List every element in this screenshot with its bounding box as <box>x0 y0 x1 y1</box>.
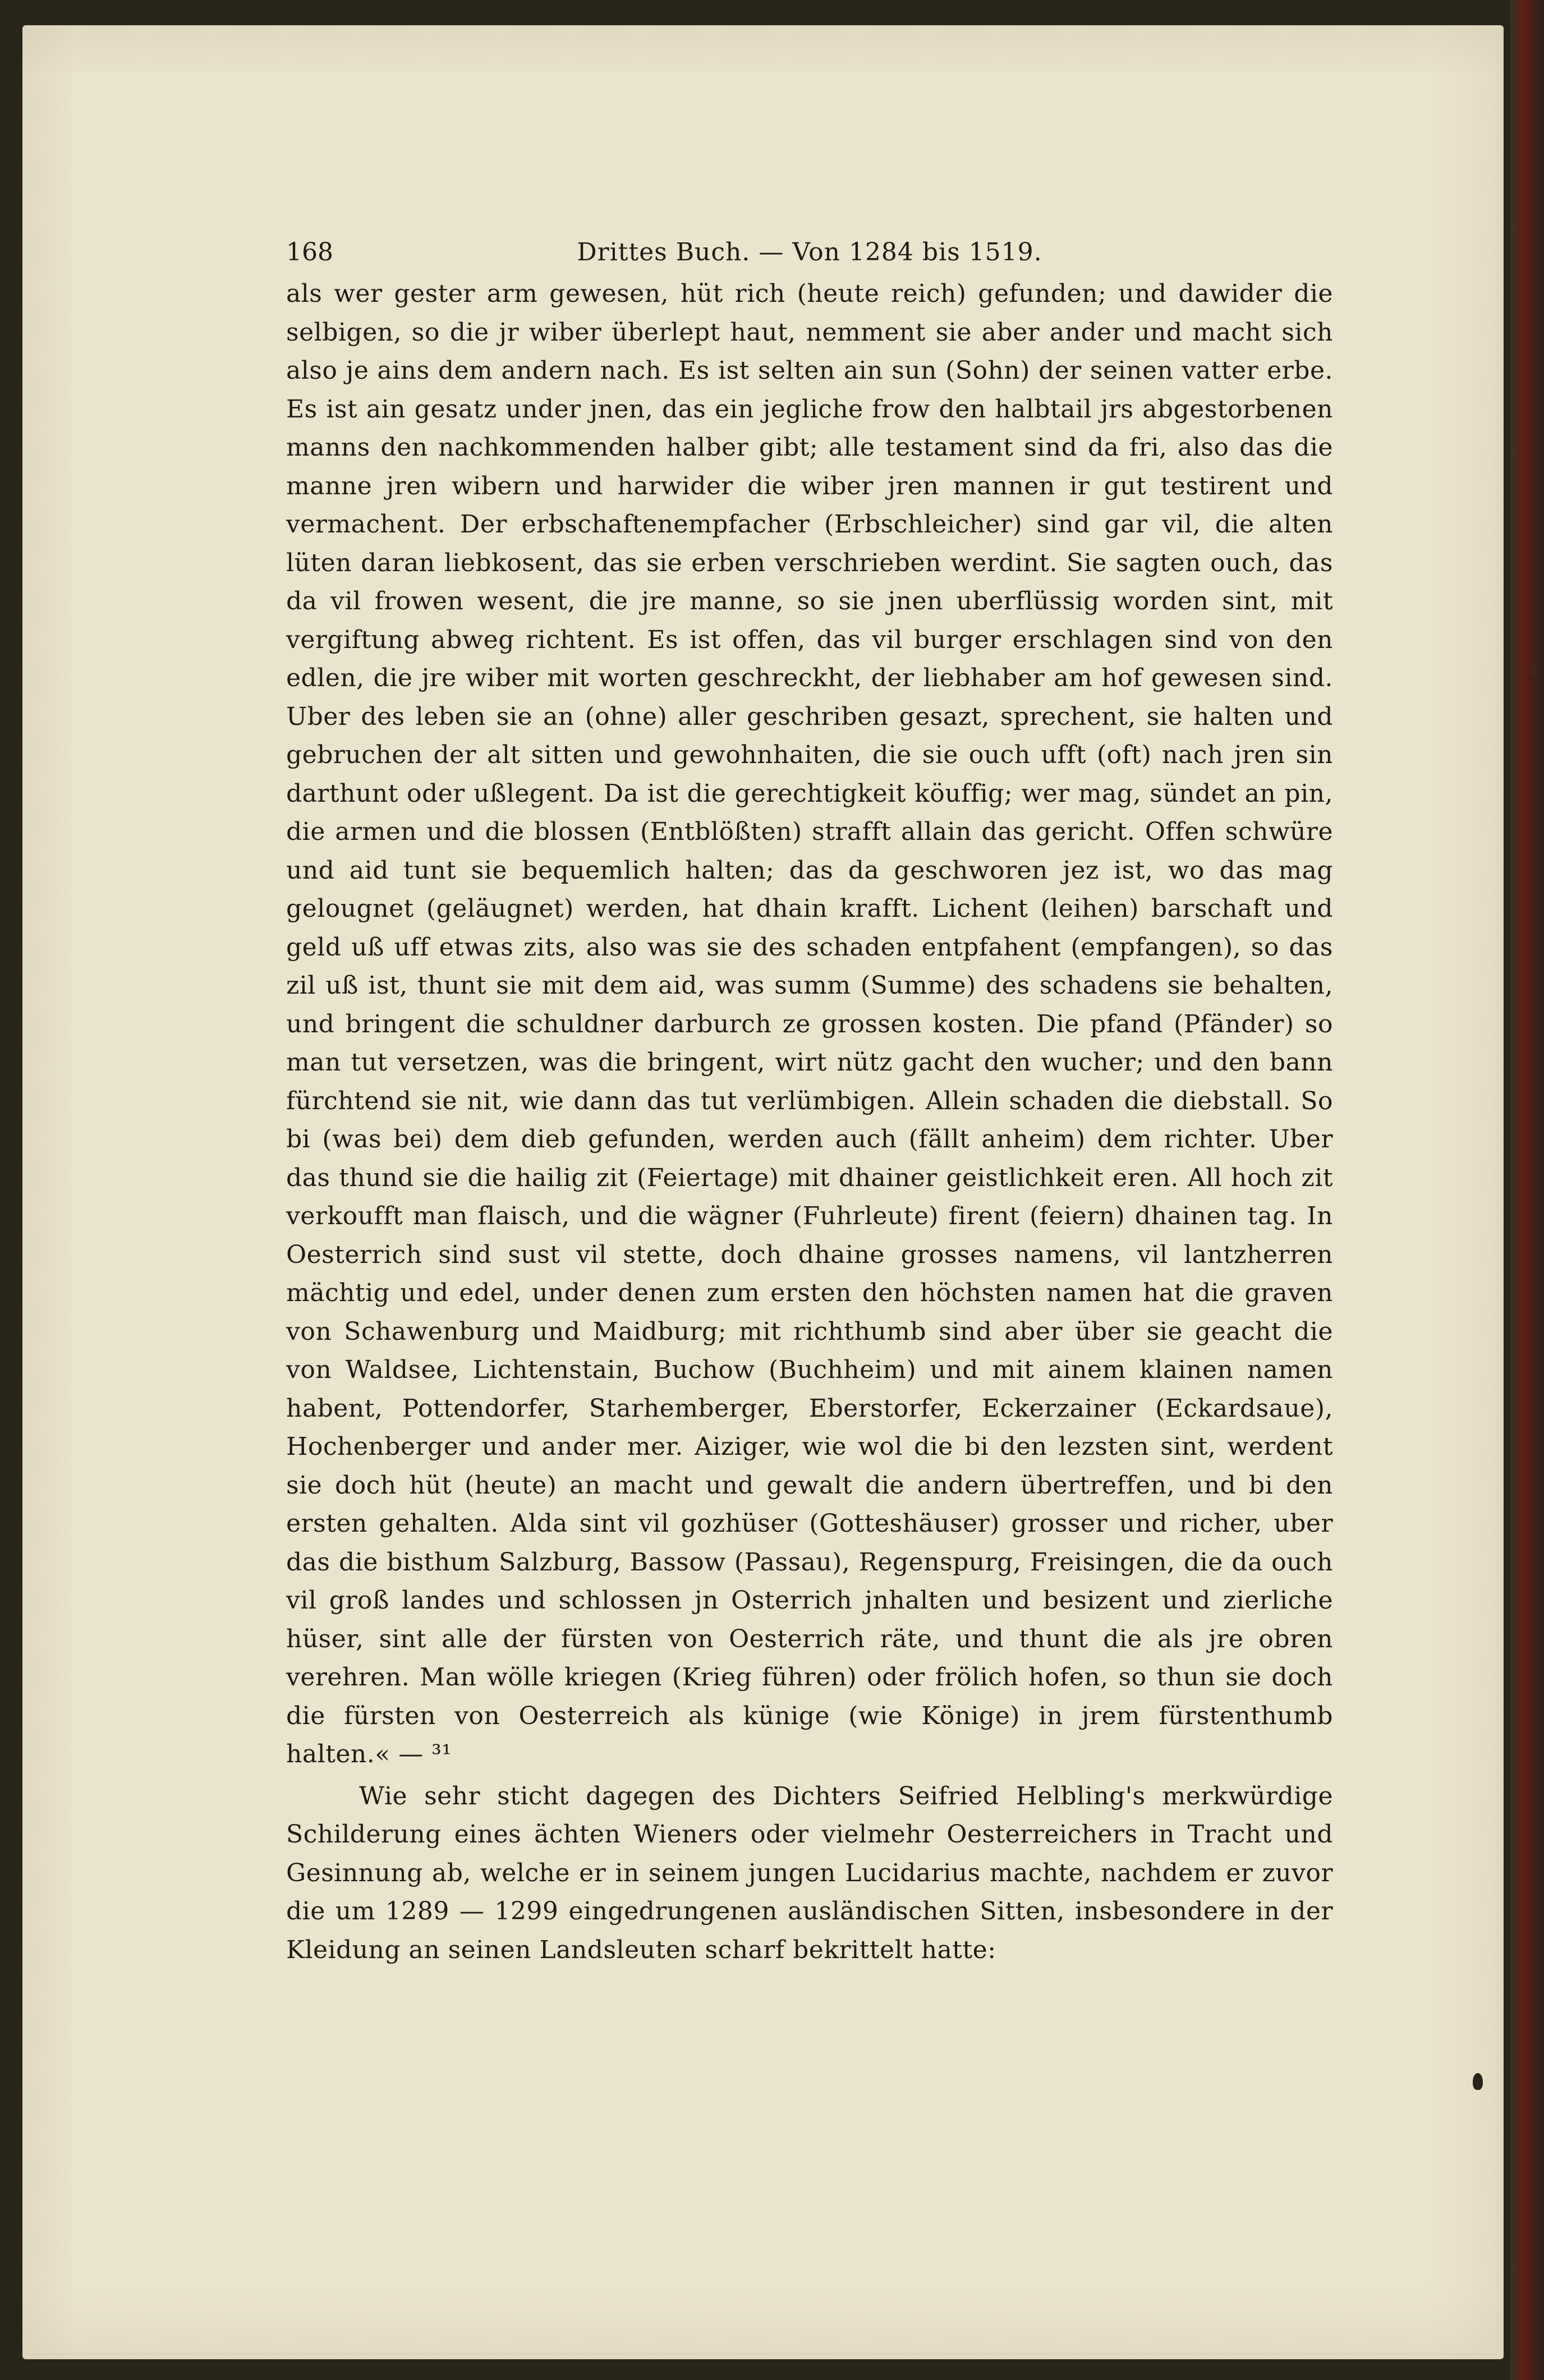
book-spine-edge <box>1510 0 1544 2380</box>
running-header <box>286 230 1333 275</box>
paper-blemish <box>1532 665 1536 676</box>
running-title: Drittes Buch. — Von 1284 bis 1519. <box>577 238 1042 267</box>
page-number: 168 <box>286 238 333 267</box>
body-paragraph-2: Wie sehr sticht dagegen des Dichters Seifried Helbling's merkwürdige Schilderung eines ächten Wieners oder vielmehr Oesterreichers in Tracht und Gesinnung ab, welche er in seinem jungen Lucidarius machte, nachdem er zuvor die um 1289 — 1299 eingedrungenen ausländischen Sitten, insbesondere in der Kleidung an seinen Landsleuten scharf bekrittelt hatte: <box>286 1781 1333 1964</box>
page-content <box>286 230 1333 1969</box>
body-paragraph-1: als wer gester arm gewesen, hüt rich (heute reich) gefunden; und dawider die selbigen, so die jr wiber überlept haut, nemment sie aber ander und macht sich also je ains dem andern nach. Es ist selten ain sun (Sohn) der seinen vatter erbe. Es ist ain gesatz under jnen, das ein jegliche frow den halbtail jrs abgestorbenen manns den nachkommenden halber gibt; alle testament sind da fri, also das die manne jren wibern und harwider die wiber jren mannen ir gut testirent und vermachent. Der erbschaftenempfacher (Erbschleicher) sind gar vil, die alten lüten daran liebkosent, das sie erben verschrieben werdint. Sie sagten ouch, das da vil frowen wesent, die jre manne, so sie jnen uberflüssig worden sint, mit vergiftung abweg richtent. Es ist offen, das vil burger erschlagen sind von den edlen, die jre wiber mit worten geschreckht, der liebhaber am hof gewesen sind. Uber des leben sie an (ohne) aller geschriben gesazt, sprechent, sie halten und gebruchen der alt sitten und gewohnhaiten, die sie ouch ufft (oft) nach jren sin darthunt oder ußlegent. Da ist die gerechtigkeit köuffig; wer mag, sündet an pin, die armen und die blossen (Entblößten) strafft allain das gericht. Offen schwüre und aid tunt sie bequemlich halten; das da geschworen jez ist, wo das mag gelougnet (geläugnet) werden, hat dhain krafft. Lichent (leihen) barschaft und geld uß uff etwas zits, also was sie des schaden entpfahent (empfangen), so das zil uß ist, thunt sie mit dem aid, was summ (Summe) des schadens sie behalten, und bringent die schuldner darburch ze grossen kosten. Die pfand (Pfänder) so man tut versetzen, was die bringent, wirt nütz gacht den wucher; und den bann fürchtend sie nit, wie dann das tut verlümbigen. Allein schaden die diebstall. So bi (was bei) dem dieb gefunden, werden auch (fällt anheim) dem richter. Uber das thund sie die hailig zit (Feiertage) mit dhainer geistlichkeit eren. All hoch zit verkoufft man flaisch, und die wägner (Fuhrleute) firent (feiern) dhainen tag. In Oesterrich sind sust vil stette, doch dhaine grosses namens, vil lantzherren mächtig und edel, under denen zum ersten den höchsten namen hat die graven von Schawenburg und Maidburg; mit richthumb sind aber über sie geacht die von Waldsee, Lichtenstain, Buchow (Buchheim) und mit ainem klainen namen habent, Pottendorfer, Starhemberger, Eberstorfer, Eckerzainer (Eckardsaue), Hochenberger und ander mer. Aiziger, wie wol die bi den lezsten sint, werdent sie doch hüt (heute) an macht und gewalt die andern übertreffen, und bi den ersten gehalten. Alda sint vil gozhüser (Gotteshäuser) grosser und richer, uber das die bisthum Salzburg, Bassow (Passau), Regenspurg, Freisingen, die da ouch vil groß landes und schlossen jn Osterrich jnhalten und besizent und zierliche hüser, sint alle der fürsten von Oesterrich räte, und thunt die als jre obren verehren. Man wölle kriegen (Krieg führen) oder frölich hofen, so thun sie doch die fürsten von Oesterreich als künige (wie Könige) in jrem fürstenthumb halten.« — ³¹ <box>286 279 1333 1768</box>
ink-mark <box>1473 2073 1483 2090</box>
